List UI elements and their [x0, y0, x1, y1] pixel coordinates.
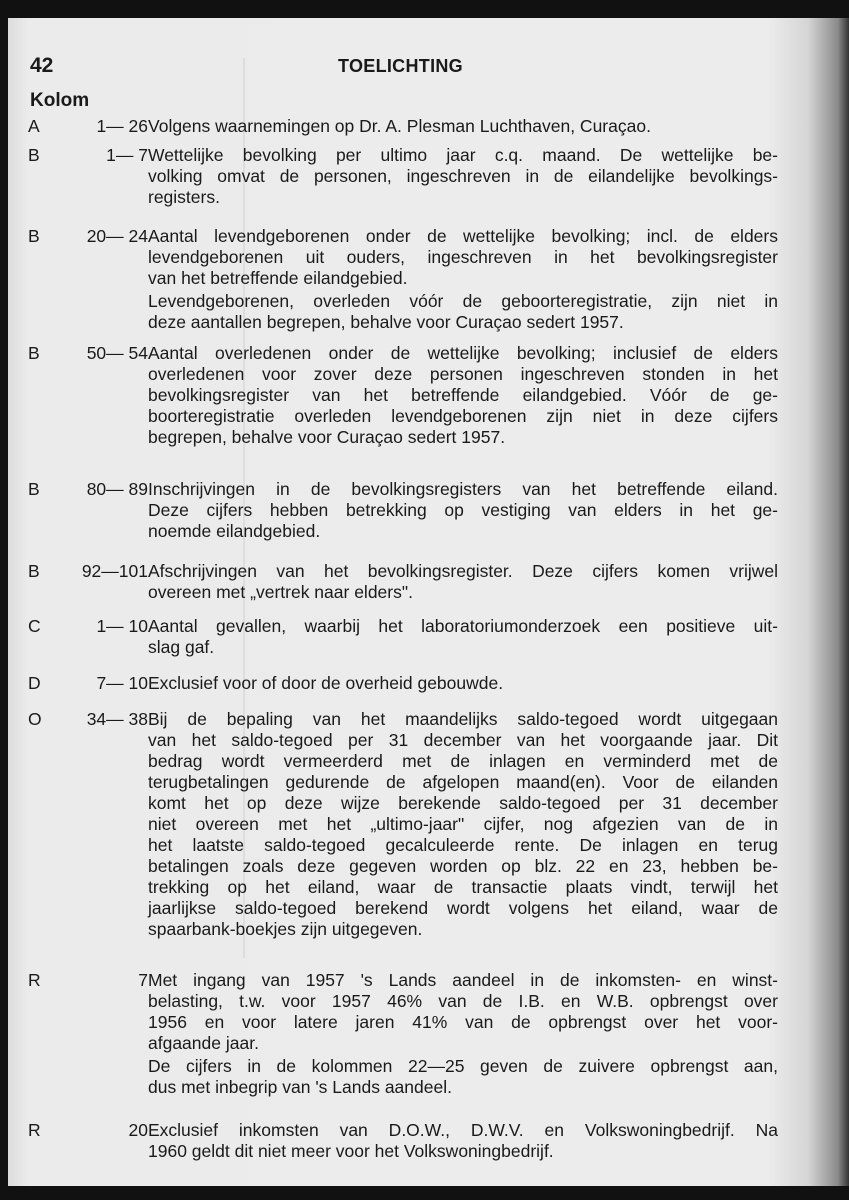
text-line: dus met inbegrip van 's Lands aandeel.: [148, 1077, 452, 1097]
column-range: 20— 24: [86, 226, 148, 246]
text-line: bevolkingsregister van het betreffende eilandgebied. Vóór de ge-: [148, 385, 778, 405]
note-text: [148, 226, 778, 333]
text-line: slag gaf.: [148, 637, 215, 657]
text-line: overeen met „vertrek naar elders".: [148, 582, 413, 602]
text-line: Aantal gevallen, waarbij het laboratoriumonderzoek een positieve uit-: [148, 616, 778, 636]
column-range: 92—101: [81, 561, 148, 581]
note-paragraph: [148, 291, 778, 333]
text-line: levendgeborenen uit ouders, ingeschreven in het bevolkingsregister: [148, 247, 778, 267]
text-line: Deze cijfers hebben betrekking op vestiging van elders in het ge-: [148, 500, 778, 520]
table-letter: A: [28, 116, 40, 136]
text-line: Levendgeborenen, overleden vóór de geboorteregistratie, zijn niet in: [148, 291, 778, 311]
note-paragraph: [148, 116, 778, 137]
text-line: belasting, t.w. voor 1957 46% van de I.B. en W.B. opbrengst over: [148, 991, 778, 1011]
text-line: Aantal overledenen onder de wettelijke bevolking; inclusief de elders: [148, 343, 778, 363]
note-paragraph: [148, 616, 778, 658]
note-paragraph: [148, 970, 778, 1054]
column-range: 20: [128, 1120, 148, 1140]
table-letter: B: [28, 479, 40, 499]
table-letter: B: [28, 561, 40, 581]
note-paragraph: [148, 673, 778, 694]
text-line: het laatste saldo-tegoed gecalculeerde rente. De inlagen en terug: [148, 835, 778, 855]
table-letter: R: [28, 1120, 41, 1140]
note-paragraph: [148, 226, 778, 289]
text-line: terugbetalingen gedurende de afgelopen maand(en). Voor de eilanden: [148, 772, 778, 792]
note-text: [148, 479, 778, 542]
text-line: van het saldo-tegoed per 31 december van het voorgaande jaar. Dit: [148, 730, 778, 750]
text-line: begrepen, behalve voor Curaçao sedert 1957.: [148, 427, 506, 447]
text-line: spaarbank-boekjes zijn uitgegeven.: [148, 919, 423, 939]
text-line: 1956 en voor latere jaren 41% van de opbrengst over het voor-: [148, 1012, 778, 1032]
table-letter: B: [28, 145, 40, 165]
text-line: Wettelijke bevolking per ultimo jaar c.q. maand. De wettelijke be-: [148, 145, 778, 165]
text-line: registers.: [148, 187, 220, 207]
note-paragraph: [148, 145, 778, 208]
text-line: Met ingang van 1957 's Lands aandeel in de inkomsten- en winst-: [148, 970, 778, 990]
page-number: 42: [30, 54, 54, 77]
note-paragraph: [148, 709, 778, 940]
column-range: 1— 26: [96, 116, 148, 136]
text-line: niet overeen met het „ultimo-jaar" cijfer, nog afgezien van de in: [148, 814, 778, 834]
table-letter: O: [28, 709, 42, 729]
text-line: De cijfers in de kolommen 22—25 geven de zuivere opbrengst aan,: [148, 1056, 778, 1076]
column-range: 7: [138, 970, 148, 990]
table-letter: B: [28, 343, 40, 363]
column-range: 7— 10: [96, 673, 148, 693]
note-text: [148, 1120, 778, 1162]
note-text: [148, 343, 778, 448]
text-line: komt het op deze wijze berekende saldo-tegoed per 31 december: [148, 793, 778, 813]
note-paragraph: [148, 343, 778, 448]
text-line: Aantal levendgeborenen onder de wettelijke bevolking; incl. de elders: [148, 226, 778, 246]
text-line: boorteregistratie overleden levendgeborenen zijn niet in deze cijfers: [148, 406, 778, 426]
text-line: noemde eilandgebied.: [148, 521, 321, 541]
text-line: overledenen voor zover deze personen ingeschreven stonden in het: [148, 364, 778, 384]
text-line: afgaande jaar.: [148, 1033, 259, 1053]
column-range: 34— 38: [86, 709, 148, 729]
text-line: betalingen zoals deze gegeven worden op blz. 22 en 23, hebben be-: [148, 856, 778, 876]
column-range: 50— 54: [86, 343, 148, 363]
text-line: trekking op het eiland, waar de transactie plaats vindt, terwijl het: [148, 877, 778, 897]
note-text: [148, 116, 778, 137]
text-line: Afschrijvingen van het bevolkingsregister. Deze cijfers komen vrijwel: [148, 561, 778, 581]
text-line: Inschrijvingen in de bevolkingsregisters van het betreffende eiland.: [148, 479, 778, 499]
document-page: [8, 18, 849, 1186]
text-line: jaarlijkse saldo-tegoed berekend wordt volgens het eiland, waar de: [148, 898, 778, 918]
text-line: van het betreffende eilandgebied.: [148, 268, 408, 288]
text-line: Volgens waarnemingen op Dr. A. Plesman Luchthaven, Curaçao.: [148, 116, 651, 136]
text-line: bedrag wordt vermeerderd met de inlagen en verminderd met de: [148, 751, 778, 771]
note-paragraph: [148, 1056, 778, 1098]
note-text: [148, 970, 778, 1098]
table-letter: B: [28, 226, 40, 246]
note-text: [148, 616, 778, 658]
column-header: Kolom: [30, 90, 90, 111]
text-line: deze aantallen begrepen, behalve voor Curaçao sedert 1957.: [148, 312, 624, 332]
text-line: volking omvat de personen, ingeschreven in de eilandelijke bevolkings-: [148, 166, 778, 186]
column-range: 80— 89: [86, 479, 148, 499]
note-paragraph: [148, 479, 778, 542]
note-paragraph: [148, 561, 778, 603]
table-letter: D: [28, 673, 41, 693]
text-line: Bij de bepaling van het maandelijks saldo-tegoed wordt uitgegaan: [148, 709, 778, 729]
text-line: Exclusief inkomsten van D.O.W., D.W.V. en Volkswoningbedrijf. Na: [148, 1120, 778, 1140]
note-text: [148, 709, 778, 940]
note-text: [148, 673, 778, 694]
table-letter: C: [28, 616, 41, 636]
note-text: [148, 145, 778, 208]
column-range: 1— 7: [106, 145, 148, 165]
table-letter: R: [28, 970, 41, 990]
note-text: [148, 561, 778, 603]
text-line: 1960 geldt dit niet meer voor het Volkswoningbedrijf.: [148, 1141, 554, 1161]
page-title: TOELICHTING: [338, 56, 463, 76]
column-range: 1— 10: [96, 616, 148, 636]
text-line: Exclusief voor of door de overheid gebouwde.: [148, 673, 504, 693]
note-paragraph: [148, 1120, 778, 1162]
